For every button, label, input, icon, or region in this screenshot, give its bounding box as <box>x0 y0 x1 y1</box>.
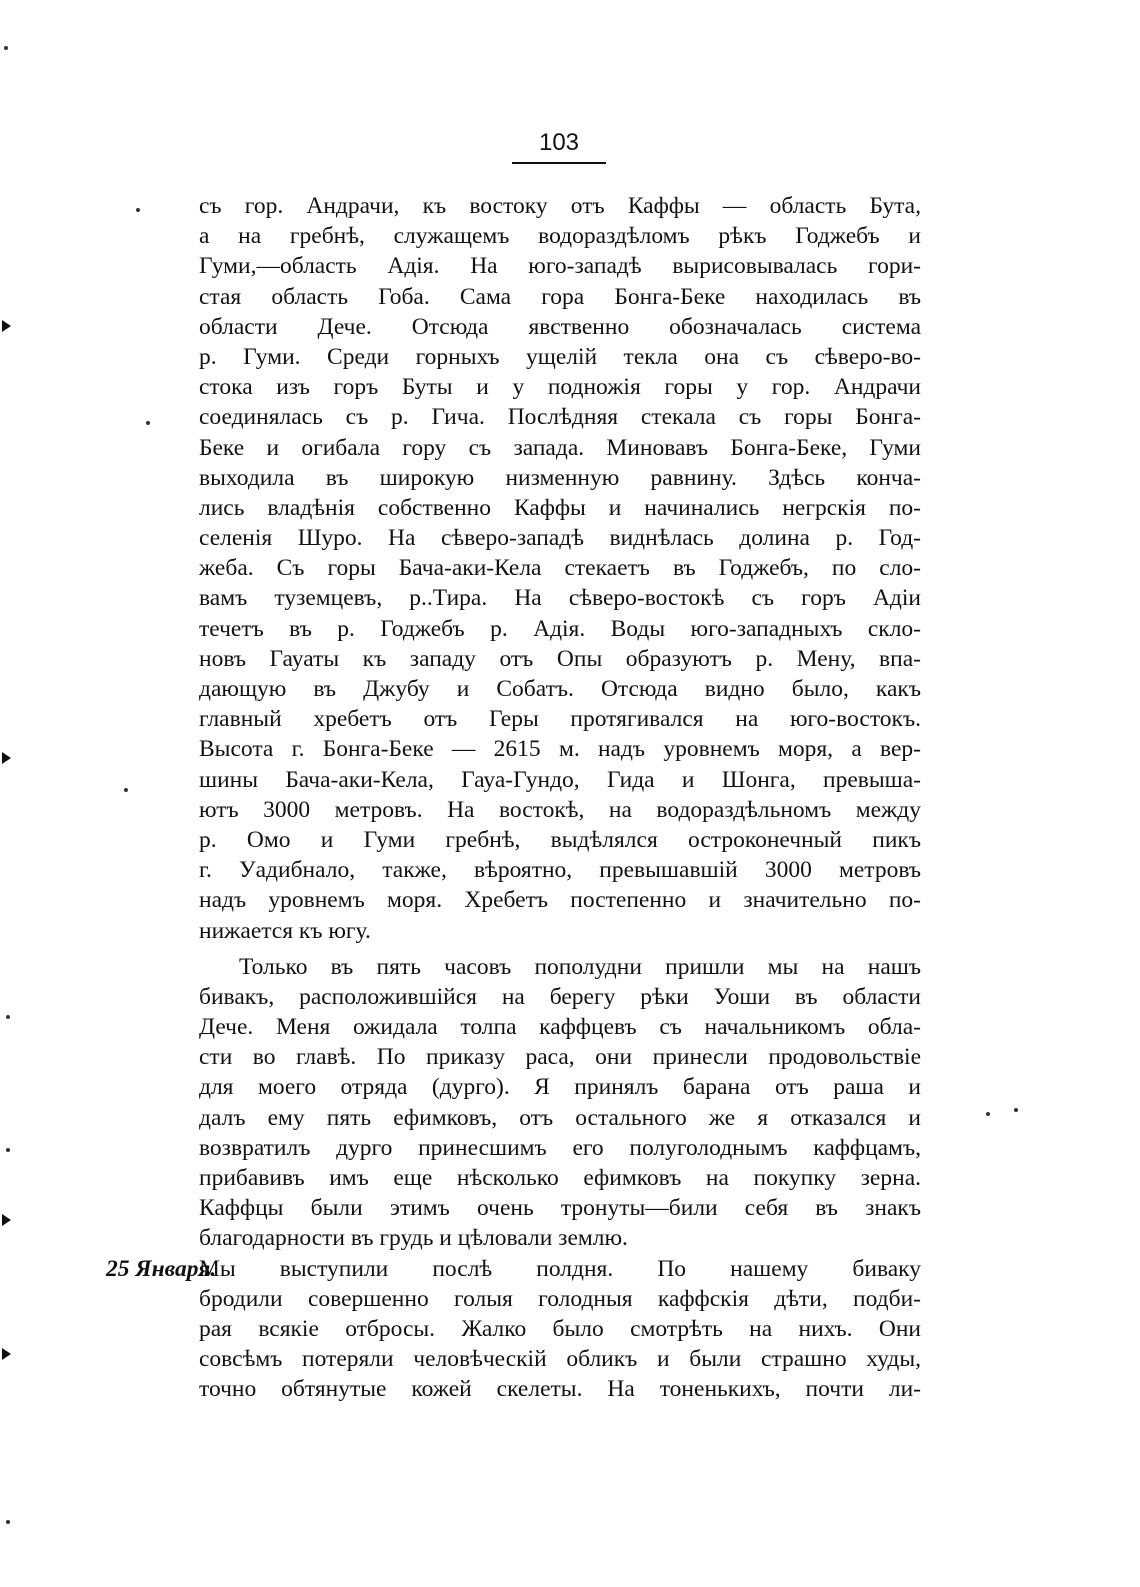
text-line: благодарности въ грудь и цѣловали землю. <box>199 1225 628 1252</box>
text-line: селенія Шуро. На сѣверо-западѣ виднѣлась долина р. Год- <box>199 525 921 552</box>
text-line: г. Уадибнало, также, вѣроятно, превышавшій 3000 метровъ <box>199 857 921 884</box>
text-line: ютъ 3000 метровъ. На востокѣ, на водораздѣльномъ между <box>199 796 921 823</box>
page-number-rule <box>512 162 606 164</box>
text-line: возвратилъ дурго принесшимъ его полуголоднымъ каффцамъ, <box>199 1134 921 1161</box>
text-line: съ гор. Андрачи, къ востоку отъ Каффы — область Бута, <box>199 193 921 219</box>
text-line <box>106 1254 921 1284</box>
text-line: р. Гуми. Среди горныхъ ущелій текла она съ сѣверо-во- <box>199 343 921 370</box>
paragraph-2 <box>199 952 921 1254</box>
text-line: течетъ въ р. Годжебъ р. Адія. Воды юго-западныхъ скло- <box>199 615 921 642</box>
text-line: рая всякіе отбросы. Жалко было смотрѣть на нихъ. Они <box>199 1315 921 1342</box>
text-line: бивакъ, расположившійся на берегу рѣки Уоши въ области <box>199 983 921 1010</box>
text-line: новъ Гауаты къ западу отъ Опы образуютъ р. Мену, впа- <box>199 645 921 672</box>
text-line: стая область Гоба. Сама гора Бонга-Беке находилась въ <box>199 283 921 310</box>
text-line: лись владѣнія собственно Каффы и начинались негрскія по- <box>199 494 921 521</box>
text-line: нижается къ югу. <box>199 917 371 944</box>
text-line: выходила въ широкую низменную равнину. Здѣсь конча- <box>199 464 921 491</box>
text-line: шины Бача-аки-Кела, Гауа-Гундо, Гида и Шонга, превыша- <box>199 766 921 793</box>
text-line: Беке и огибала гору съ запада. Миновавъ Бонга-Беке, Гуми <box>199 434 921 461</box>
text-line: надъ уровнемъ моря. Хребетъ постепенно и значительно по- <box>199 887 921 914</box>
text-line: вамъ туземцевъ, р..Тира. На сѣверо-востокѣ съ горъ Адіи <box>199 585 921 612</box>
text-line: Только въ пять часовъ пополудни пришли мы на нашъ <box>239 953 921 980</box>
text-line: Дече. Меня ожидала толпа каффцевъ съ начальникомъ обла- <box>199 1014 921 1041</box>
text-line: соединялась съ р. Гича. Послѣдняя стекала съ горы Бонга- <box>199 404 921 431</box>
scan-mark <box>1014 1108 1018 1112</box>
scan-mark <box>6 1148 10 1152</box>
text-line: Каффцы были этимъ очень тронуты—били себя въ знакъ <box>199 1195 921 1222</box>
text-line: бродили совершенно голыя голодныя каффскія дѣти, подби- <box>199 1285 921 1312</box>
text-line: далъ ему пять ефимковъ, отъ остального же я отказался и <box>199 1104 921 1131</box>
scan-mark <box>2 320 11 332</box>
text-line: стока изъ горъ Буты и у подножія горы у гор. Андрачи <box>199 374 921 401</box>
text-line: Высота г. Бонга-Беке — 2615 м. надъ уровнемъ моря, а вер- <box>199 736 921 763</box>
entry-date: 25 Января. <box>106 1255 217 1282</box>
text-line: главный хребетъ отъ Геры протягивался на юго-востокъ. <box>199 706 921 733</box>
text-line: точно обтянутые кожей скелеты. На тоненькихъ, почти ли- <box>199 1376 921 1403</box>
scan-mark <box>2 1348 11 1360</box>
page-number: 103 <box>538 129 580 156</box>
text-line: Гуми,—область Адія. На юго-западѣ вырисовывалась гори- <box>199 253 921 280</box>
scan-mark <box>124 788 128 792</box>
scan-mark <box>2 752 11 764</box>
scan-mark <box>136 208 140 212</box>
text-line: р. Омо и Гуми гребнѣ, выдѣлялся остроконечный пикъ <box>199 826 921 853</box>
scan-mark <box>6 1520 10 1524</box>
text-line: совсѣмъ потеряли человѣческій обликъ и были страшно худы, <box>199 1346 921 1373</box>
scan-mark <box>2 1214 11 1226</box>
text-line: жеба. Съ горы Бача-аки-Кела стекаетъ въ Годжебъ, по сло- <box>199 555 921 582</box>
paragraph-1 <box>199 191 921 946</box>
text-line: а на гребнѣ, служащемъ водораздѣломъ рѣкъ Годжебъ и <box>199 223 921 250</box>
text-block <box>106 191 921 1405</box>
entry-line-text: Мы выступили послѣ полдня. По нашему биваку <box>199 1255 921 1282</box>
scan-mark <box>986 1112 990 1116</box>
text-line: дающую въ Джубу и Собатъ. Отсюда видно было, какъ <box>199 676 921 702</box>
scan-mark <box>146 421 150 425</box>
text-line: для моего отряда (дурго). Я принялъ барана отъ раша и <box>199 1074 921 1101</box>
text-line: области Дече. Отсюда явственно обозначалась система <box>199 313 921 340</box>
text-line: сти во главѣ. По приказу раса, они принесли продовольствіе <box>199 1044 921 1071</box>
scan-mark <box>4 46 8 50</box>
scan-mark <box>6 1015 10 1019</box>
diary-entry-25-january <box>106 1254 921 1405</box>
text-line: прибавивъ имъ еще нѣсколько ефимковъ на покупку зерна. <box>199 1165 921 1191</box>
